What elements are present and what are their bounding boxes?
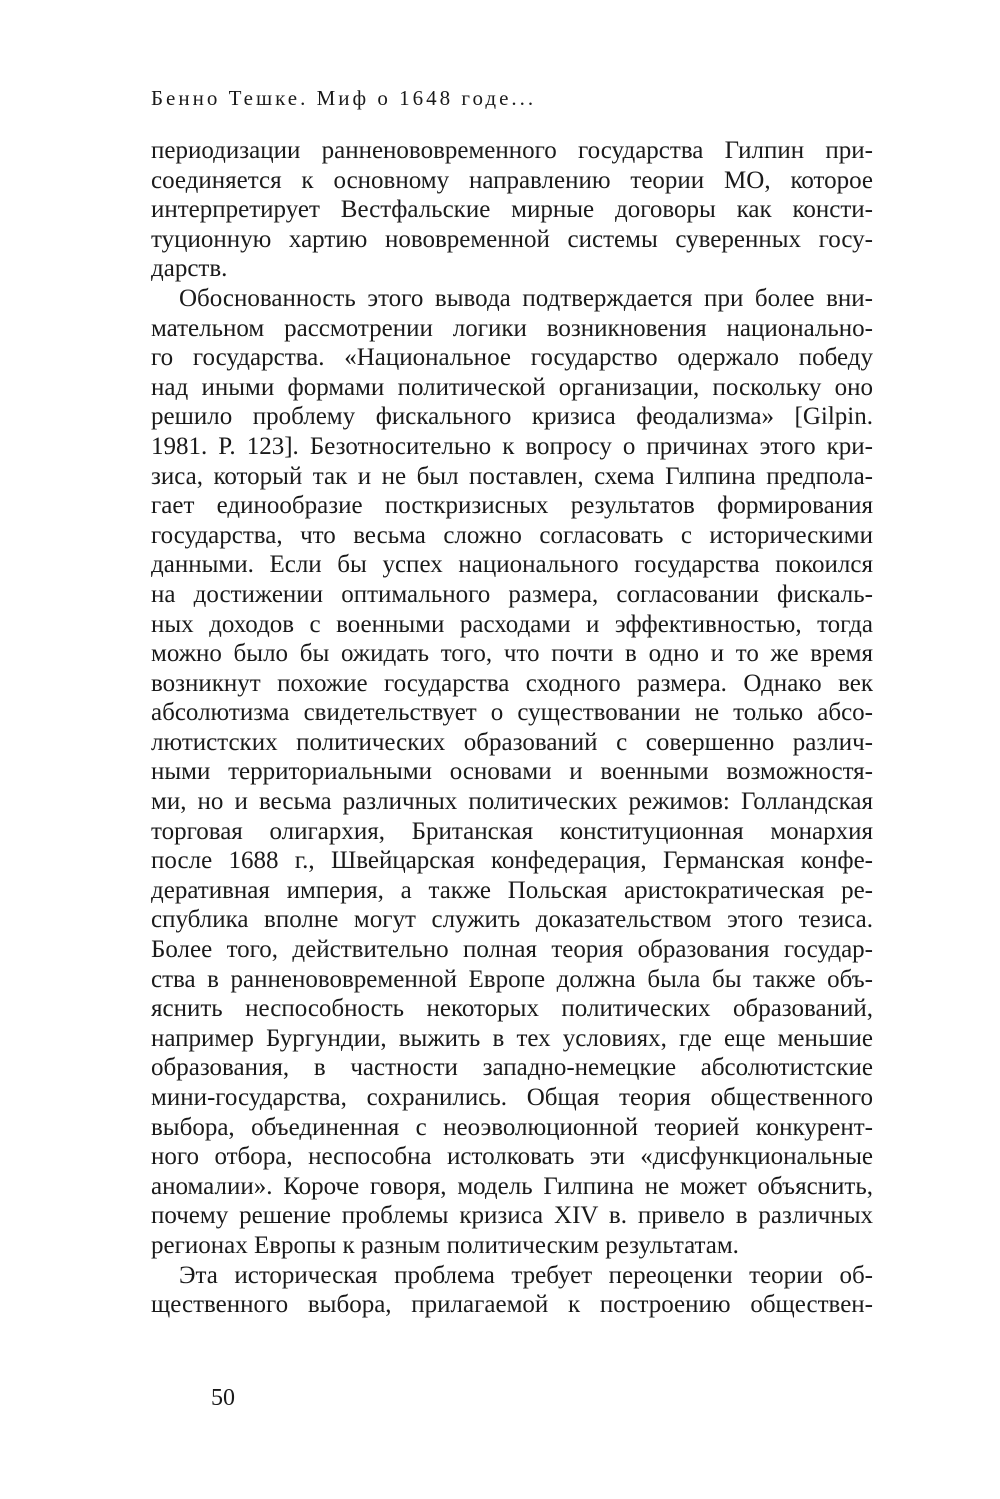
text-line: ных доходов с военными расходами и эффективностью, тогда <box>151 610 873 638</box>
paragraph <box>151 1261 873 1320</box>
text-line: 1981. P. 123]. Безотносительно к вопросу о причинах этого кри- <box>151 432 873 460</box>
text-line: ными территориальными основами и военными возможностя- <box>151 758 873 786</box>
text-line: можно было бы ожидать того, что почти в одно и то же время <box>151 640 873 668</box>
text-line: щественного выбора, прилагаемой к построению обществен- <box>151 1291 873 1319</box>
text-line: Более того, действительно полная теория образования государ- <box>151 936 873 964</box>
text-line: мини-государства, сохранились. Общая теория общественного <box>151 1084 873 1111</box>
text-line: ства в ранненововременной Европе должна была бы также объ- <box>151 965 873 993</box>
text-line: деративная империя, а также Польская аристократическая ре- <box>151 876 873 904</box>
text-line: гает единообразие посткризисных результатов формирования <box>151 492 873 520</box>
text-line: интерпретирует Вестфальские мирные договоры как консти- <box>151 196 873 224</box>
text-line: спублика вполне могут служить доказательством этого тезиса. <box>151 906 873 934</box>
text-line: периодизации ранненововременного государства Гилпин при- <box>151 137 873 164</box>
text-line: решило проблему фискального кризиса феодализма» [Gilpin. <box>151 403 873 431</box>
text-line: зиса, который так и не был поставлен, схема Гилпина предпола- <box>151 462 873 490</box>
paragraph <box>151 284 873 1261</box>
text-line: торговая олигархия, Британская конституционная монархия <box>151 817 873 845</box>
text-line: государства, что весьма сложно согласовать с историческими <box>151 521 873 549</box>
text-line: например Бургундии, выжить в тех условиях, где еще меньшие <box>151 1024 873 1052</box>
text-line: возникнут похожие государства сходного размера. Однако век <box>151 669 873 697</box>
text-line: после 1688 г., Швейцарская конфедерация, Германская конфе- <box>151 847 873 875</box>
text-line: образования, в частности западно-немецкие абсолютистские <box>151 1054 873 1082</box>
text-line: соединяется к основному направлению теории МО, которое <box>151 166 873 194</box>
text-line: дарств. <box>151 255 228 283</box>
text-line: яснить неспособность некоторых политических образований, <box>151 995 873 1023</box>
running-head: Бенно Тешке. Миф о 1648 годе... <box>151 86 537 110</box>
text-line: ми, но и весьма различных политических режимов: Голландская <box>151 788 873 816</box>
body-text <box>151 136 873 1320</box>
text-line: лютистских политических образований с совершенно различ- <box>151 728 873 756</box>
page-number: 50 <box>211 1385 235 1411</box>
text-line: над иными формами политической организации, поскольку оно <box>151 373 873 401</box>
text-line: ного отбора, неспособна истолковать эти «дисфункциональные <box>151 1143 873 1171</box>
text-line: туционную хартию нововременной системы суверенных госу- <box>151 225 873 253</box>
text-line: Обоснованность этого вывода подтверждается при более вни- <box>179 284 873 312</box>
text-line: аномалии». Короче говоря, модель Гилпина не может объяснить, <box>151 1172 873 1200</box>
paragraph <box>151 136 873 284</box>
text-line: абсолютизма свидетельствует о существовании не только абсо- <box>151 699 873 727</box>
text-line: Эта историческая проблема требует переоценки теории об- <box>179 1261 873 1289</box>
text-line: почему решение проблемы кризиса XIV в. привело в различных <box>151 1202 873 1230</box>
text-line: мательном рассмотрении логики возникновения национально- <box>151 314 873 342</box>
text-line: выбора, объединенная с неоэволюционной теорией конкурент- <box>151 1113 873 1141</box>
text-line: на достижении оптимального размера, согласовании фискаль- <box>151 580 873 608</box>
text-line: данными. Если бы успех национального государства покоился <box>151 551 873 579</box>
text-line: го государства. «Национальное государство одержало победу <box>151 344 873 372</box>
text-line: регионах Европы к разным политическим результатам. <box>151 1231 739 1259</box>
